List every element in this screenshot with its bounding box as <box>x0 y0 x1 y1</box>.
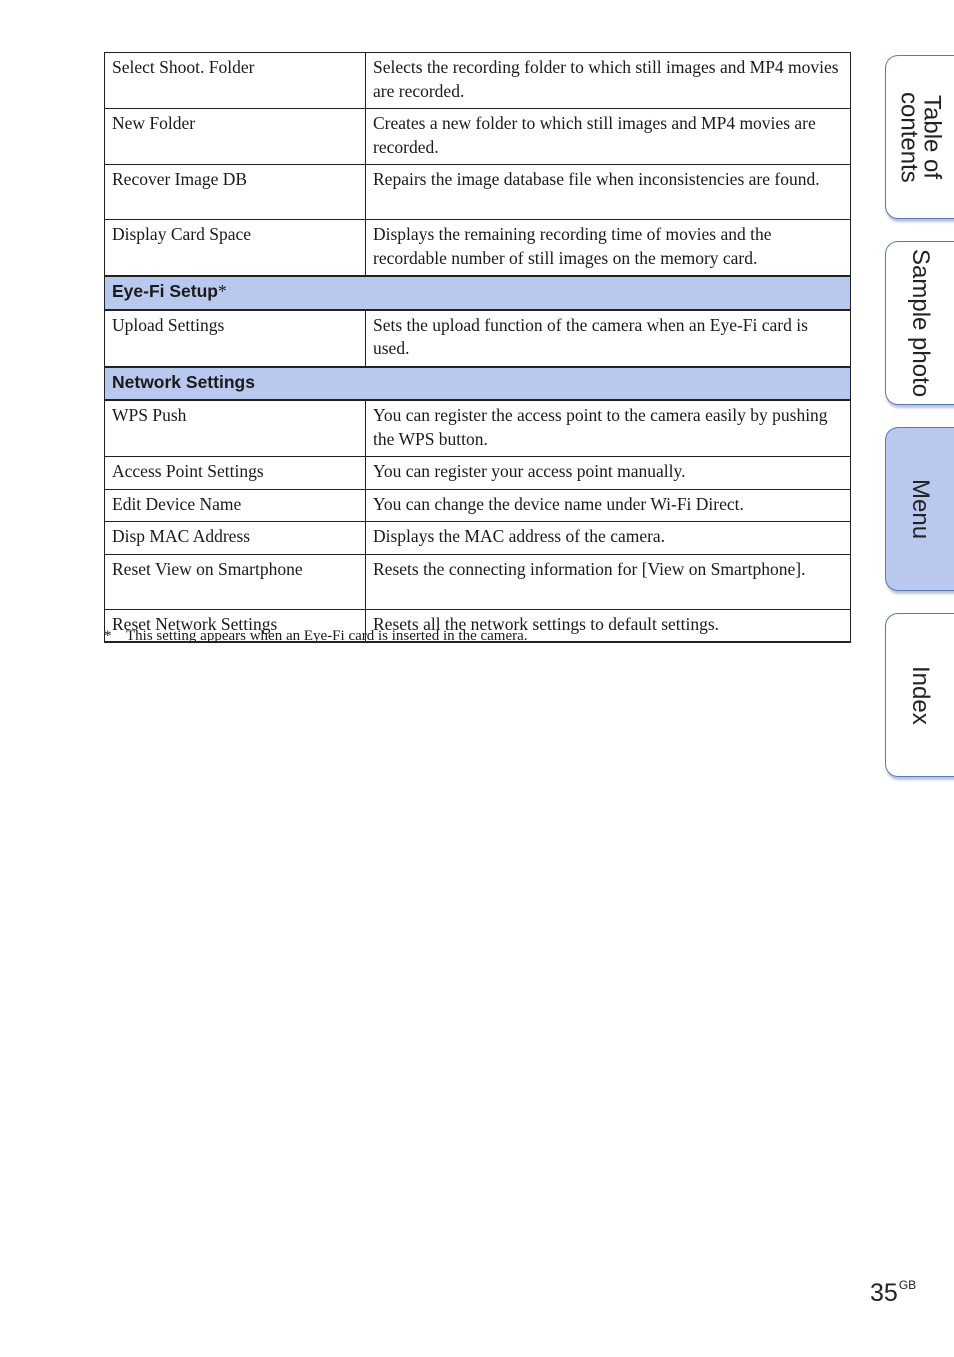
setting-description: Displays the MAC address of the camera. <box>366 522 851 555</box>
tab-label: Sample photo <box>907 248 934 398</box>
tab-menu[interactable] <box>885 427 954 591</box>
table-row <box>105 489 851 522</box>
section-title: Network Settings <box>112 371 255 392</box>
tab-label: Menu <box>907 478 934 540</box>
table-row <box>105 165 851 220</box>
footnote-marker: * <box>218 281 227 301</box>
setting-description: You can register the access point to the camera easily by pushing the WPS button. <box>366 400 851 457</box>
setting-description: Repairs the image database file when inconsistencies are found. <box>366 165 851 220</box>
setting-description: You can register your access point manually. <box>366 457 851 490</box>
setting-name: Display Card Space <box>105 220 366 277</box>
setting-name: Select Shoot. Folder <box>105 53 366 109</box>
table-row <box>105 400 851 457</box>
footnote <box>104 626 528 646</box>
setting-description: Resets the connecting information for [View on Smartphone]. <box>366 554 851 609</box>
tab-sample-photo[interactable] <box>885 241 954 405</box>
section-title: Eye-Fi Setup <box>112 281 218 301</box>
setting-description: Sets the upload function of the camera when an Eye-Fi card is used. <box>366 310 851 367</box>
setting-description: Selects the recording folder to which still images and MP4 movies are recorded. <box>366 53 851 109</box>
page-number-suffix: GB <box>898 1278 917 1292</box>
table-row <box>105 109 851 165</box>
table-row <box>105 220 851 277</box>
footnote-text: This setting appears when an Eye-Fi card is inserted in the camera. <box>126 628 528 644</box>
page-number-value: 35 <box>870 1279 898 1307</box>
table-row <box>105 53 851 109</box>
section-header-eye-fi-setup <box>105 276 851 310</box>
setting-description: Resets all the network settings to default settings. <box>366 609 851 642</box>
table-row <box>105 457 851 490</box>
setting-name: Recover Image DB <box>105 165 366 220</box>
setting-name: Reset View on Smartphone <box>105 554 366 609</box>
setting-name: WPS Push <box>105 400 366 457</box>
setting-name: Upload Settings <box>105 310 366 367</box>
settings-table <box>104 52 851 643</box>
page-number <box>870 1278 916 1308</box>
setting-name: Access Point Settings <box>105 457 366 490</box>
table-row <box>105 554 851 609</box>
section-title-cell <box>105 276 851 310</box>
tab-label: Index <box>907 665 934 725</box>
section-title-cell <box>105 367 851 401</box>
setting-name: New Folder <box>105 109 366 165</box>
setting-description: You can change the device name under Wi-Fi Direct. <box>366 489 851 522</box>
table-row <box>105 522 851 555</box>
setting-name: Disp MAC Address <box>105 522 366 555</box>
setting-name: Edit Device Name <box>105 489 366 522</box>
setting-name: Reset Network Settings <box>105 609 366 642</box>
footnote-marker: * <box>104 628 112 644</box>
tab-index[interactable] <box>885 613 954 777</box>
tab-label: Table of contents <box>895 91 946 183</box>
setting-description: Displays the remaining recording time of movies and the recordable number of still images on the memory card. <box>366 220 851 277</box>
setting-description: Creates a new folder to which still images and MP4 movies are recorded. <box>366 109 851 165</box>
section-header-network-settings <box>105 367 851 401</box>
table-row <box>105 310 851 367</box>
tab-table-of-contents[interactable] <box>885 55 954 219</box>
